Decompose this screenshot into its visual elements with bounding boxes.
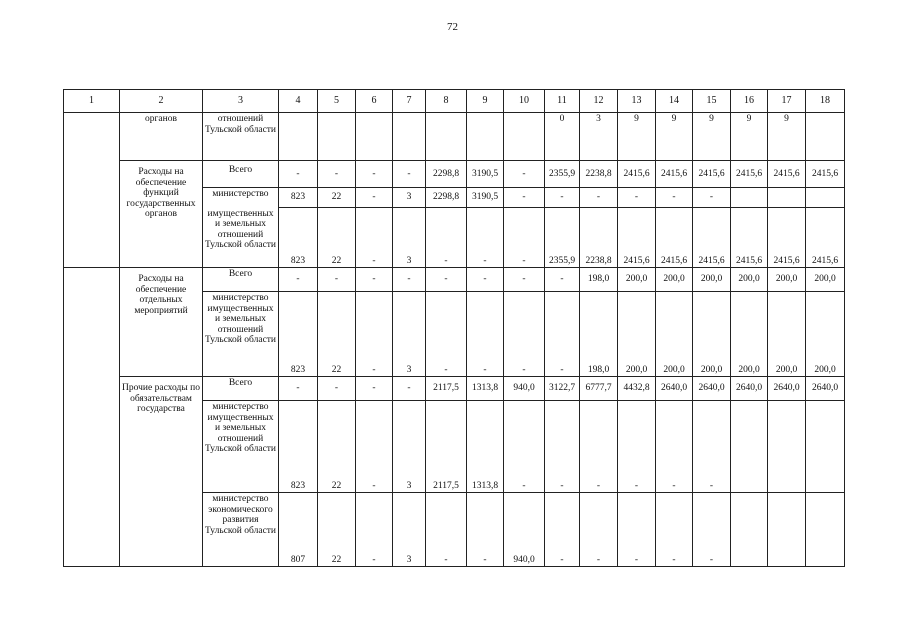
header-cell: 10 bbox=[504, 90, 545, 113]
header-cell: 3 bbox=[203, 90, 279, 113]
value-cell: 2640,0 bbox=[768, 377, 806, 401]
value-cell: - bbox=[279, 377, 318, 401]
recipient-cell: имущественных и земельных отношений Тульской области bbox=[203, 208, 279, 268]
value-cell: - bbox=[356, 292, 393, 377]
value-cell: - bbox=[467, 292, 504, 377]
header-cell: 4 bbox=[279, 90, 318, 113]
value-cell: - bbox=[504, 208, 545, 268]
value-cell: - bbox=[318, 161, 356, 188]
value-cell: 22 bbox=[318, 292, 356, 377]
value-cell: - bbox=[356, 377, 393, 401]
value-cell: 2640,0 bbox=[806, 377, 845, 401]
value-cell: 2415,6 bbox=[656, 161, 693, 188]
value-cell: 2415,6 bbox=[693, 161, 731, 188]
recipient-cell: министерство экономического развития Тульской области bbox=[203, 493, 279, 567]
value-cell: 9 bbox=[693, 113, 731, 161]
value-cell: - bbox=[693, 401, 731, 493]
value-cell: - bbox=[356, 401, 393, 493]
value-cell: 3122,7 bbox=[545, 377, 580, 401]
header-cell: 17 bbox=[768, 90, 806, 113]
value-cell bbox=[806, 493, 845, 567]
value-cell: - bbox=[393, 268, 426, 292]
value-cell: 3 bbox=[393, 188, 426, 208]
row-name-cell: Расходы на обеспечение отдельных мероприятий bbox=[120, 268, 203, 377]
value-cell bbox=[768, 401, 806, 493]
recipient-cell: министерство имущественных и земельных отношений Тульской области bbox=[203, 401, 279, 493]
value-cell: 2415,6 bbox=[656, 208, 693, 268]
value-cell: 200,0 bbox=[618, 292, 656, 377]
value-cell: 200,0 bbox=[768, 292, 806, 377]
header-cell: 16 bbox=[731, 90, 768, 113]
col1-cell bbox=[64, 188, 120, 208]
header-cell: 5 bbox=[318, 90, 356, 113]
value-cell: - bbox=[693, 188, 731, 208]
value-cell: - bbox=[504, 188, 545, 208]
recipient-cell: министерство имущественных и земельных отношений Тульской области bbox=[203, 292, 279, 377]
header-cell: 7 bbox=[393, 90, 426, 113]
header-cell: 2 bbox=[120, 90, 203, 113]
value-cell: 200,0 bbox=[731, 292, 768, 377]
value-cell: 2117,5 bbox=[426, 401, 467, 493]
value-cell: - bbox=[356, 493, 393, 567]
value-cell: - bbox=[426, 493, 467, 567]
value-cell: - bbox=[426, 208, 467, 268]
value-cell bbox=[806, 188, 845, 208]
header-cell: 13 bbox=[618, 90, 656, 113]
table-row bbox=[64, 268, 845, 292]
value-cell: 1313,8 bbox=[467, 377, 504, 401]
recipient-cell: Всего bbox=[203, 268, 279, 292]
value-cell: 198,0 bbox=[580, 292, 618, 377]
value-cell: 823 bbox=[279, 208, 318, 268]
value-cell: - bbox=[545, 401, 580, 493]
value-cell: 2415,6 bbox=[768, 161, 806, 188]
value-cell: 2117,5 bbox=[426, 377, 467, 401]
value-cell: 200,0 bbox=[693, 268, 731, 292]
value-cell: - bbox=[393, 161, 426, 188]
value-cell: 2415,6 bbox=[618, 208, 656, 268]
value-cell: 2415,6 bbox=[806, 161, 845, 188]
value-cell: 200,0 bbox=[806, 292, 845, 377]
value-cell: 2298,8 bbox=[426, 161, 467, 188]
value-cell: - bbox=[618, 188, 656, 208]
row-name-cell: Прочие расходы по обязательствам государства bbox=[120, 377, 203, 567]
value-cell: - bbox=[356, 268, 393, 292]
value-cell bbox=[731, 188, 768, 208]
value-cell: 1313,8 bbox=[467, 401, 504, 493]
value-cell: 823 bbox=[279, 292, 318, 377]
value-cell: 200,0 bbox=[656, 292, 693, 377]
recipient-cell: отношений Тульской области bbox=[203, 113, 279, 161]
value-cell: 2415,6 bbox=[768, 208, 806, 268]
col1-cell bbox=[64, 113, 120, 161]
header-cell: 18 bbox=[806, 90, 845, 113]
value-cell: 3 bbox=[393, 208, 426, 268]
value-cell: - bbox=[356, 161, 393, 188]
page-number: 72 bbox=[447, 21, 458, 33]
value-cell: - bbox=[580, 188, 618, 208]
header-row bbox=[64, 90, 845, 113]
value-cell: 2640,0 bbox=[693, 377, 731, 401]
value-cell: - bbox=[356, 188, 393, 208]
row-name-cell: органов bbox=[120, 113, 203, 161]
value-cell bbox=[504, 113, 545, 161]
value-cell: 200,0 bbox=[768, 268, 806, 292]
value-cell: 940,0 bbox=[504, 377, 545, 401]
value-cell bbox=[356, 113, 393, 161]
value-cell: 9 bbox=[618, 113, 656, 161]
value-cell: 2415,6 bbox=[806, 208, 845, 268]
value-cell: - bbox=[318, 268, 356, 292]
value-cell bbox=[279, 113, 318, 161]
value-cell: 9 bbox=[768, 113, 806, 161]
value-cell: - bbox=[426, 268, 467, 292]
row-name-cell: Расходы на обеспечение функций государственных органов bbox=[120, 161, 203, 268]
col1-cell bbox=[64, 292, 120, 377]
value-cell: 3 bbox=[393, 493, 426, 567]
header-cell: 6 bbox=[356, 90, 393, 113]
value-cell: - bbox=[618, 493, 656, 567]
recipient-cell: Всего bbox=[203, 377, 279, 401]
value-cell: 200,0 bbox=[693, 292, 731, 377]
recipient-cell: Всего bbox=[203, 161, 279, 188]
budget-table bbox=[63, 89, 845, 567]
header-cell: 8 bbox=[426, 90, 467, 113]
value-cell: - bbox=[504, 268, 545, 292]
value-cell: 6777,7 bbox=[580, 377, 618, 401]
col1-cell bbox=[64, 208, 120, 268]
value-cell: - bbox=[467, 493, 504, 567]
value-cell: 4432,8 bbox=[618, 377, 656, 401]
value-cell: 200,0 bbox=[618, 268, 656, 292]
value-cell: - bbox=[279, 268, 318, 292]
table-row bbox=[64, 161, 845, 188]
value-cell: - bbox=[580, 401, 618, 493]
value-cell: 2415,6 bbox=[731, 208, 768, 268]
value-cell bbox=[806, 401, 845, 493]
value-cell: 200,0 bbox=[806, 268, 845, 292]
value-cell: 940,0 bbox=[504, 493, 545, 567]
value-cell: - bbox=[393, 377, 426, 401]
value-cell: - bbox=[467, 268, 504, 292]
value-cell bbox=[467, 113, 504, 161]
value-cell: 2238,8 bbox=[580, 208, 618, 268]
table-row bbox=[64, 113, 845, 161]
value-cell: - bbox=[318, 377, 356, 401]
header-cell: 11 bbox=[545, 90, 580, 113]
value-cell: - bbox=[545, 292, 580, 377]
value-cell: 0 bbox=[545, 113, 580, 161]
header-cell: 9 bbox=[467, 90, 504, 113]
value-cell: - bbox=[504, 161, 545, 188]
value-cell: 3190,5 bbox=[467, 188, 504, 208]
value-cell: - bbox=[693, 493, 731, 567]
value-cell: 200,0 bbox=[656, 268, 693, 292]
value-cell: - bbox=[618, 401, 656, 493]
value-cell: - bbox=[545, 493, 580, 567]
header-cell: 15 bbox=[693, 90, 731, 113]
value-cell: - bbox=[656, 401, 693, 493]
value-cell: 2640,0 bbox=[731, 377, 768, 401]
col1-cell bbox=[64, 493, 120, 567]
value-cell: 2415,6 bbox=[618, 161, 656, 188]
col1-cell bbox=[64, 401, 120, 493]
value-cell: - bbox=[656, 188, 693, 208]
value-cell: - bbox=[426, 292, 467, 377]
value-cell bbox=[393, 113, 426, 161]
value-cell: 200,0 bbox=[731, 268, 768, 292]
col1-cell bbox=[64, 377, 120, 401]
value-cell: - bbox=[279, 161, 318, 188]
value-cell: 2355,9 bbox=[545, 161, 580, 188]
value-cell: 198,0 bbox=[580, 268, 618, 292]
value-cell: 2355,9 bbox=[545, 208, 580, 268]
value-cell: 9 bbox=[731, 113, 768, 161]
value-cell: 9 bbox=[656, 113, 693, 161]
value-cell: - bbox=[656, 493, 693, 567]
value-cell: 22 bbox=[318, 188, 356, 208]
value-cell: 22 bbox=[318, 493, 356, 567]
value-cell bbox=[768, 493, 806, 567]
value-cell: 807 bbox=[279, 493, 318, 567]
value-cell bbox=[426, 113, 467, 161]
value-cell bbox=[806, 113, 845, 161]
value-cell bbox=[318, 113, 356, 161]
recipient-cell: министерство bbox=[203, 188, 279, 208]
value-cell: - bbox=[467, 208, 504, 268]
table-row bbox=[64, 377, 845, 401]
value-cell: 3 bbox=[393, 401, 426, 493]
value-cell bbox=[731, 493, 768, 567]
value-cell: 3 bbox=[393, 292, 426, 377]
value-cell: 2415,6 bbox=[693, 208, 731, 268]
value-cell: 22 bbox=[318, 208, 356, 268]
value-cell: - bbox=[504, 401, 545, 493]
value-cell: - bbox=[545, 268, 580, 292]
header-cell: 14 bbox=[656, 90, 693, 113]
value-cell: - bbox=[545, 188, 580, 208]
value-cell: - bbox=[356, 208, 393, 268]
value-cell: 22 bbox=[318, 401, 356, 493]
value-cell bbox=[731, 401, 768, 493]
value-cell: 3190,5 bbox=[467, 161, 504, 188]
value-cell: 2415,6 bbox=[731, 161, 768, 188]
value-cell bbox=[768, 188, 806, 208]
value-cell: 2298,8 bbox=[426, 188, 467, 208]
col1-cell bbox=[64, 161, 120, 188]
col1-cell bbox=[64, 268, 120, 292]
value-cell: 2238,8 bbox=[580, 161, 618, 188]
value-cell: 2640,0 bbox=[656, 377, 693, 401]
value-cell: 3 bbox=[580, 113, 618, 161]
header-cell: 1 bbox=[64, 90, 120, 113]
value-cell: 823 bbox=[279, 188, 318, 208]
value-cell: 823 bbox=[279, 401, 318, 493]
value-cell: - bbox=[504, 292, 545, 377]
value-cell: - bbox=[580, 493, 618, 567]
header-cell: 12 bbox=[580, 90, 618, 113]
